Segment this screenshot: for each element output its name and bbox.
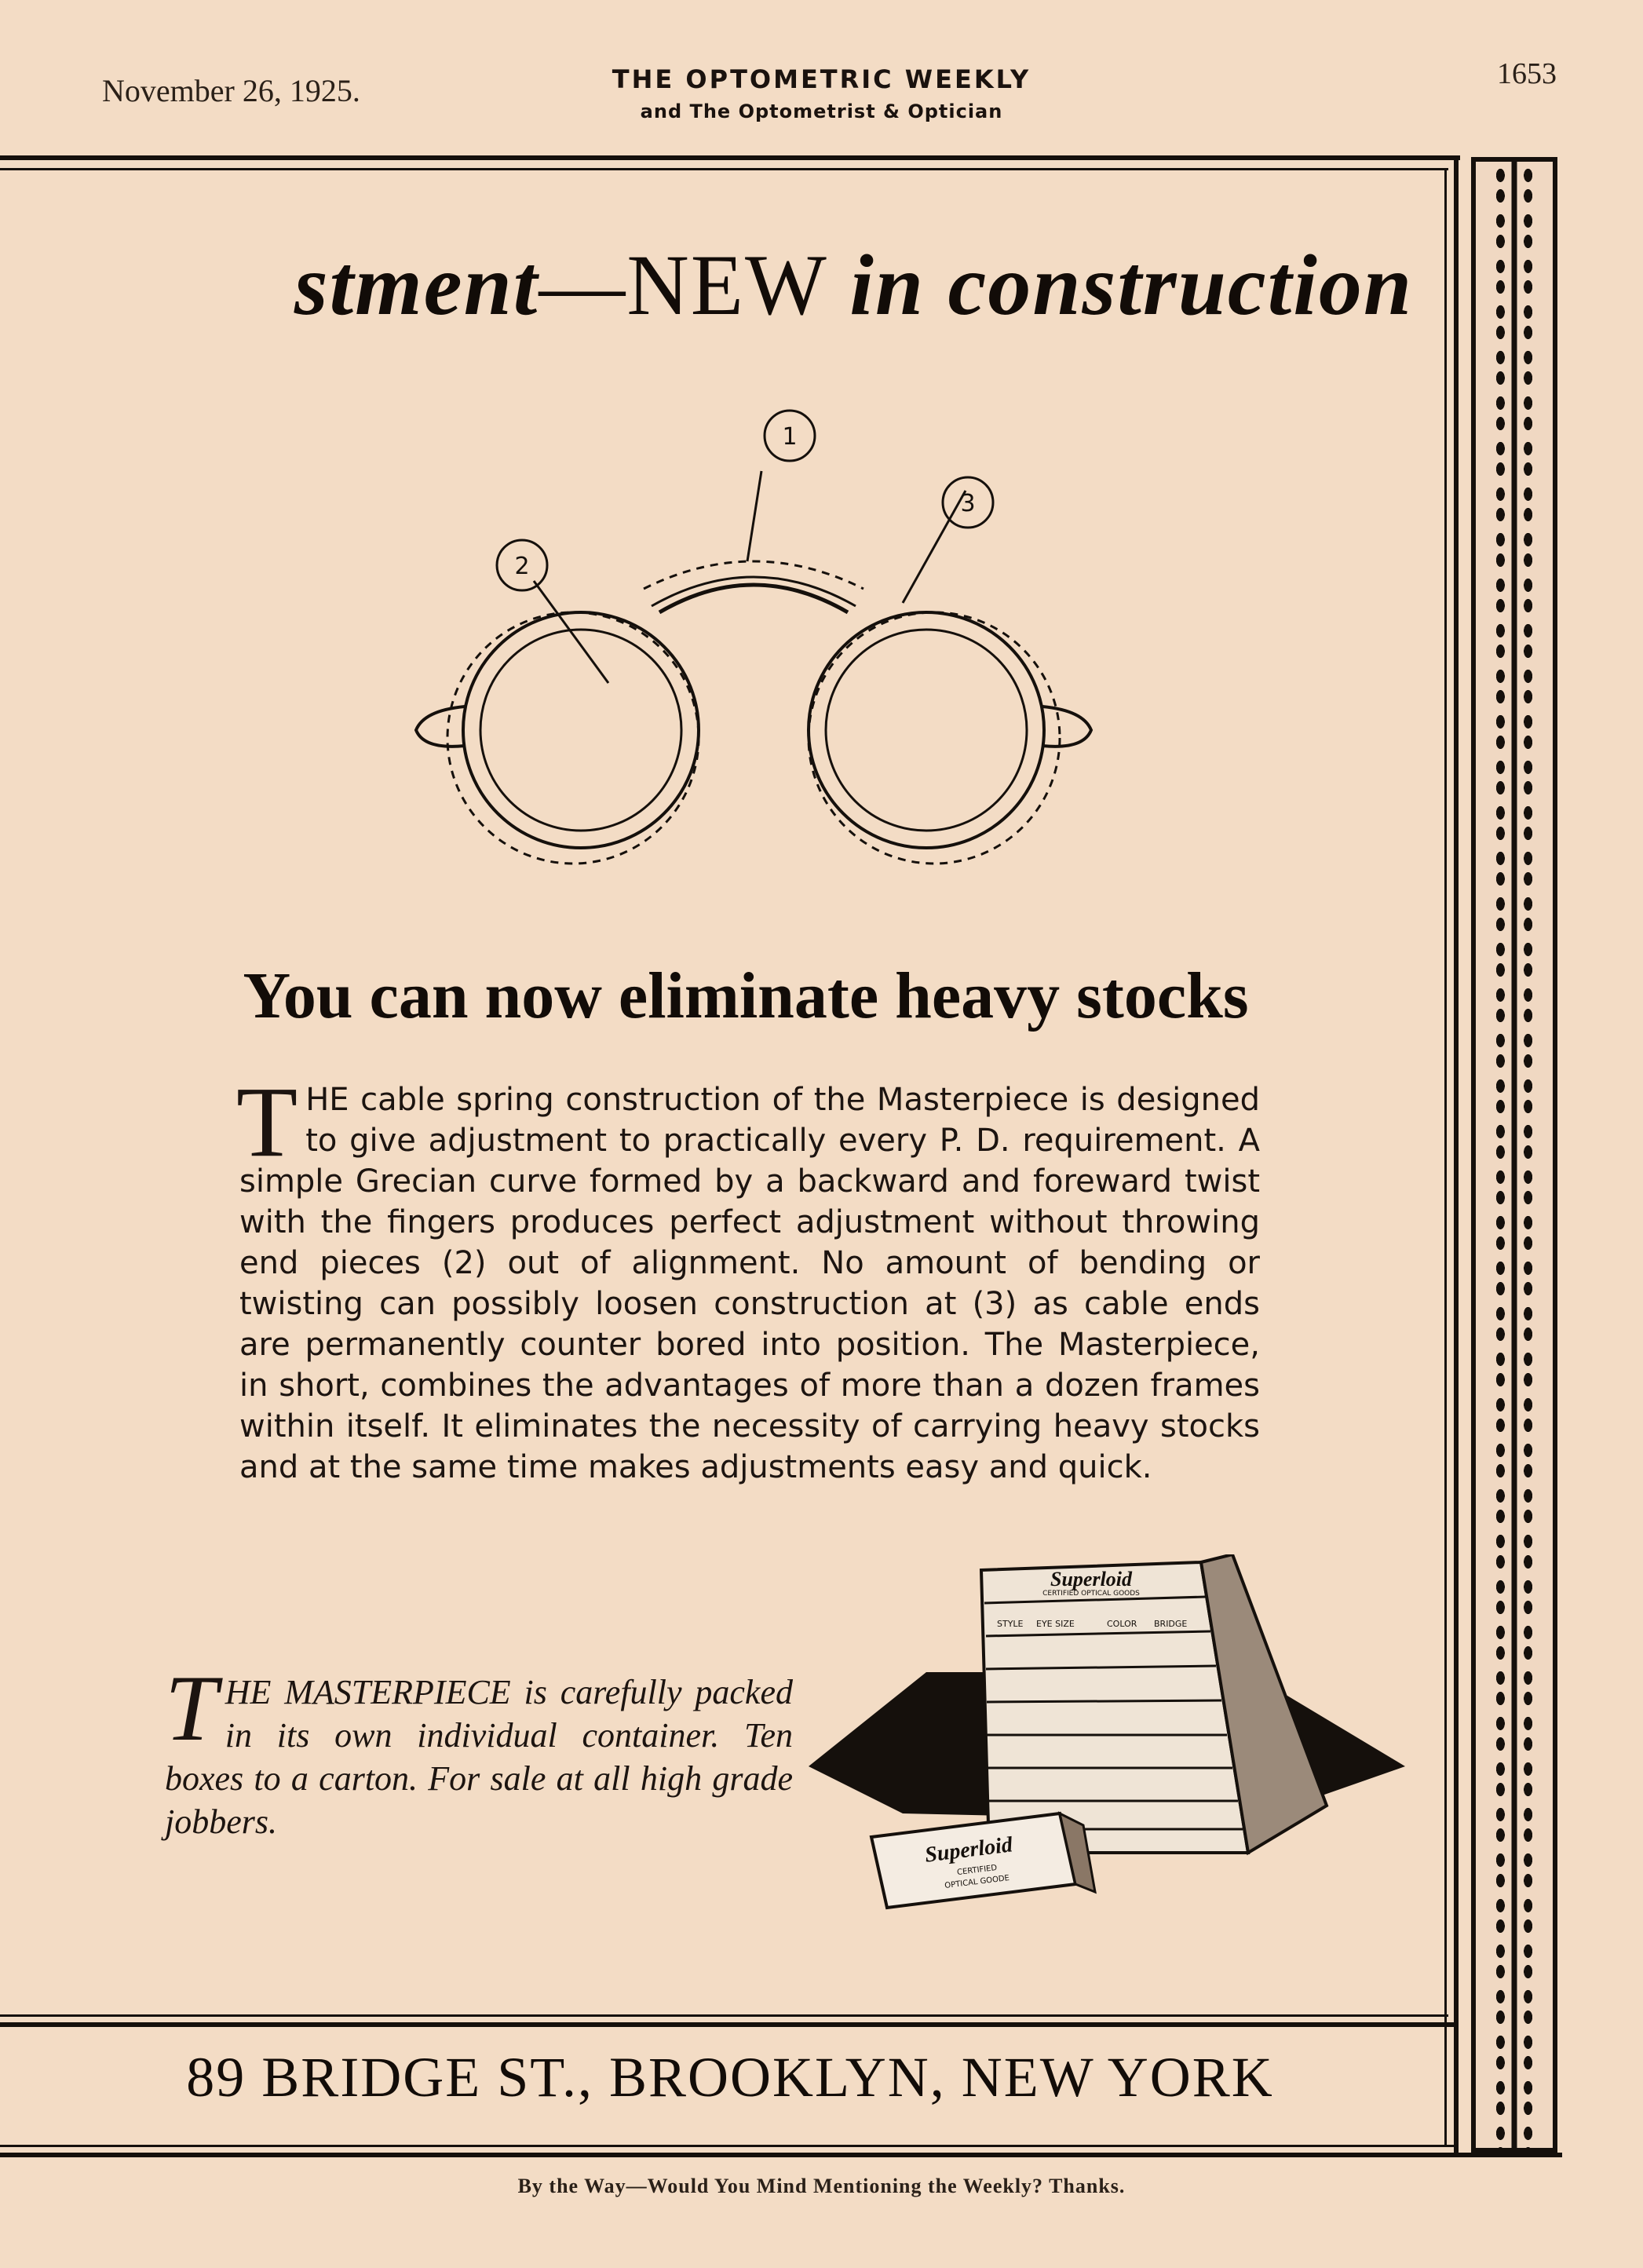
left-lens	[480, 630, 681, 831]
box-line2: OPTICAL GOODE	[944, 1873, 1010, 1891]
right-border-rule	[1454, 155, 1459, 2153]
right-end-piece	[1042, 707, 1091, 747]
packing-dropcap: T	[165, 1656, 217, 1760]
carton-col-color: COLOR	[1107, 1619, 1137, 1629]
bottom-border-rule	[0, 2145, 1459, 2147]
callout-3-label: 3	[960, 490, 976, 517]
ornamental-vine-border	[1471, 157, 1557, 2153]
top-border-inner-rule	[0, 168, 1448, 170]
box-line1: CERTIFIED	[956, 1863, 998, 1878]
box-brand: Superloid	[923, 1832, 1014, 1868]
body-paragraph	[236, 1066, 1260, 1488]
carton-col-style: STYLE	[997, 1619, 1024, 1629]
body-dropcap: T	[236, 1066, 298, 1178]
carton-tagline: CERTIFIED OPTICAL GOODS	[1042, 1590, 1140, 1598]
issue-date: November 26, 1925.	[102, 73, 360, 108]
address-top-rule-heavy	[0, 2022, 1459, 2027]
callout-1-leader	[747, 471, 761, 561]
headline-rest: in construction	[849, 237, 1413, 333]
top-border-rule	[0, 155, 1460, 160]
carton-col-eye-size: EYE SIZE	[1036, 1619, 1075, 1629]
carton-brand: Superloid	[1050, 1568, 1133, 1591]
address-top-rule	[0, 2014, 1448, 2017]
carton-illustration	[809, 1554, 1421, 1939]
headline	[0, 236, 1413, 335]
headline-new: NEW	[626, 237, 827, 333]
right-border-inner-rule	[1444, 168, 1447, 2145]
packing-text: HE MASTERPIECE is carefully packed in its own individual container. Ten boxes to a carton. For sale at all high grade jobbers.	[165, 1673, 793, 1841]
callout-2-label: 2	[514, 553, 530, 580]
bottom-border-rule-heavy	[0, 2153, 1562, 2157]
right-lens-rim	[809, 612, 1044, 848]
headline-dash: —	[539, 237, 627, 333]
spectacles-diagram	[369, 400, 1154, 903]
publication-subtitle: and The Optometrist & Optician	[640, 100, 1003, 122]
subheading: You can now eliminate heavy stocks	[243, 959, 1249, 1032]
body-text: HE cable spring construction of the Masterpiece is designed to give adjustment to practically every P. D. requirement. A simple Grecian curve formed by a backward and foreward twist with the fingers produces perfect adjustment without throwing end pieces (2) out of alignment. No amount of bending or twisting can possibly loosen construction at (3) as cable ends are permanently counter bored into position. The Masterpiece, in short, combines the advantages of more than a dozen frames within itself. It eliminates the necessity of carrying heavy stocks and at the same time makes adjustments easy and quick.	[239, 1082, 1260, 1485]
right-lens	[826, 630, 1027, 831]
headline-fragment: stment	[294, 237, 539, 333]
carton-col-bridge: BRIDGE	[1154, 1619, 1188, 1629]
footer-note: By the Way—Would You Mind Mentioning the Weekly? Thanks.	[517, 2175, 1126, 2197]
callout-1-label: 1	[782, 423, 798, 451]
callout-3-leader	[903, 491, 966, 603]
company-address: 89 BRIDGE ST., BROOKLYN, NEW YORK	[186, 2046, 1274, 2109]
packing-paragraph	[165, 1656, 793, 1843]
publication-title: THE OPTOMETRIC WEEKLY	[612, 64, 1031, 94]
page-number: 1653	[1497, 57, 1557, 90]
left-lens-rim	[463, 612, 699, 848]
left-end-piece	[416, 707, 465, 747]
